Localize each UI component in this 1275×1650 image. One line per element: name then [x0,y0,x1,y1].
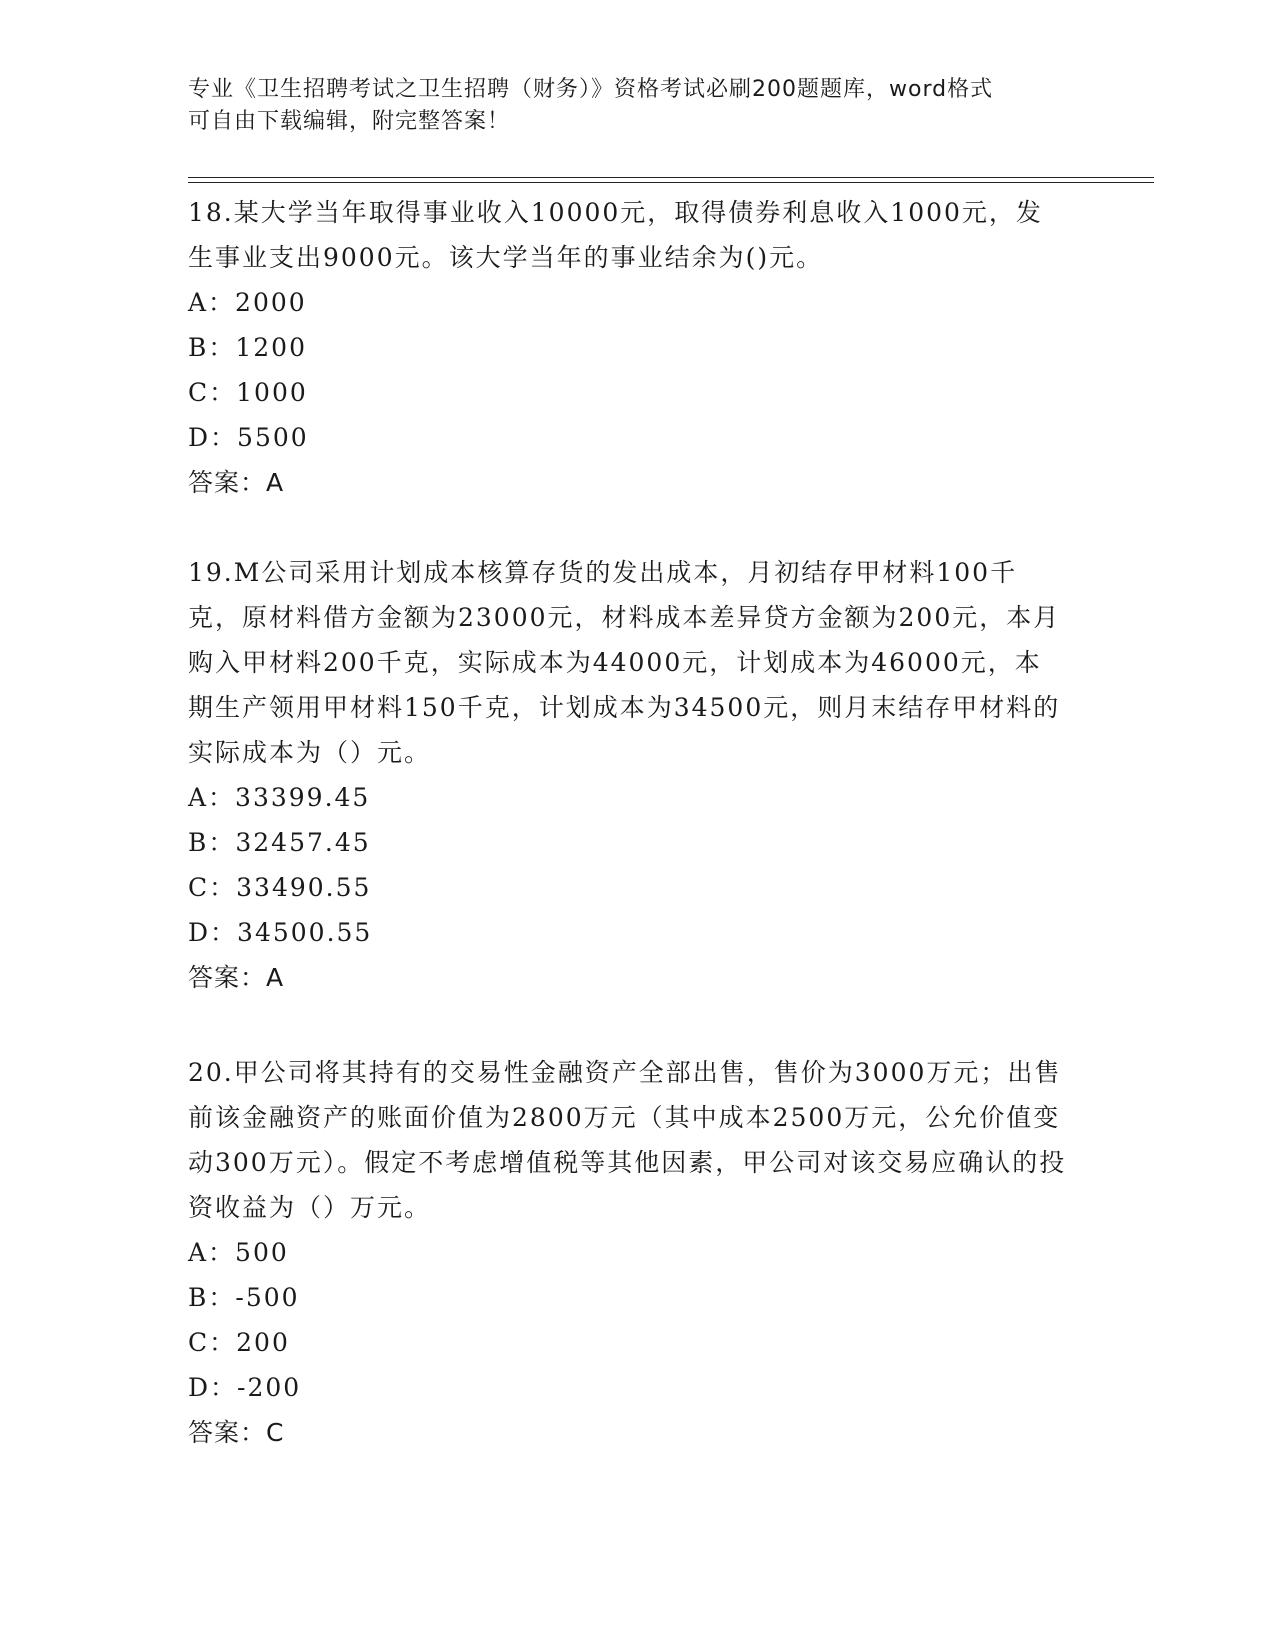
option-b: B：1200 [188,333,307,362]
option-a: A：33399.45 [188,783,371,812]
option-c: C：33490.55 [188,873,372,902]
question-18 [188,190,1068,505]
header-divider-bottom [188,182,1154,183]
option-a: A：500 [188,1238,289,1267]
document-header [188,74,1068,138]
option-d: D：-200 [188,1373,302,1402]
question-19 [188,550,1068,1000]
answer-line: 答案：A [188,468,285,497]
question-20 [188,1050,1068,1455]
answer-line: 答案：A [188,963,285,992]
answer-line: 答案：C [188,1418,285,1447]
option-d: D：34500.55 [188,918,373,947]
option-c: C：200 [188,1328,290,1357]
option-a: A：2000 [188,288,307,317]
header-line-2: 可自由下载编辑，附完整答案！ [188,109,511,134]
question-stem: 18.某大学当年取得事业收入10000元，取得债券利息收入1000元，发生事业支出9000元。该大学当年的事业结余为()元。 [188,198,1043,272]
option-c: C：1000 [188,378,308,407]
option-b: B：32457.45 [188,828,371,857]
header-line-1: 专业《卫生招聘考试之卫生招聘（财务）》资格考试必刷200题题库，word格式 [188,77,994,102]
option-b: B：-500 [188,1283,300,1312]
question-stem: 20.甲公司将其持有的交易性金融资产全部出售，售价为3000万元；出售前该金融资产的账面价值为2800万元（其中成本2500万元，公允价值变动300万元）。假定不考虑增值税等其他因素，甲公司对该交易应确认的投资收益为（）万元。 [188,1058,1067,1222]
option-d: D：5500 [188,423,309,452]
question-stem: 19.M公司采用计划成本核算存货的发出成本，月初结存甲材料100千克，原材料借方金额为23000元，材料成本差异贷方金额为200元，本月购入甲材料200千克，实际成本为44000元，计划成本为46000元，本期生产领用甲材料150千克，计划成本为34500元，则月末结存甲材料的实际成本为（）元。 [188,558,1061,767]
header-divider-top [188,177,1154,178]
